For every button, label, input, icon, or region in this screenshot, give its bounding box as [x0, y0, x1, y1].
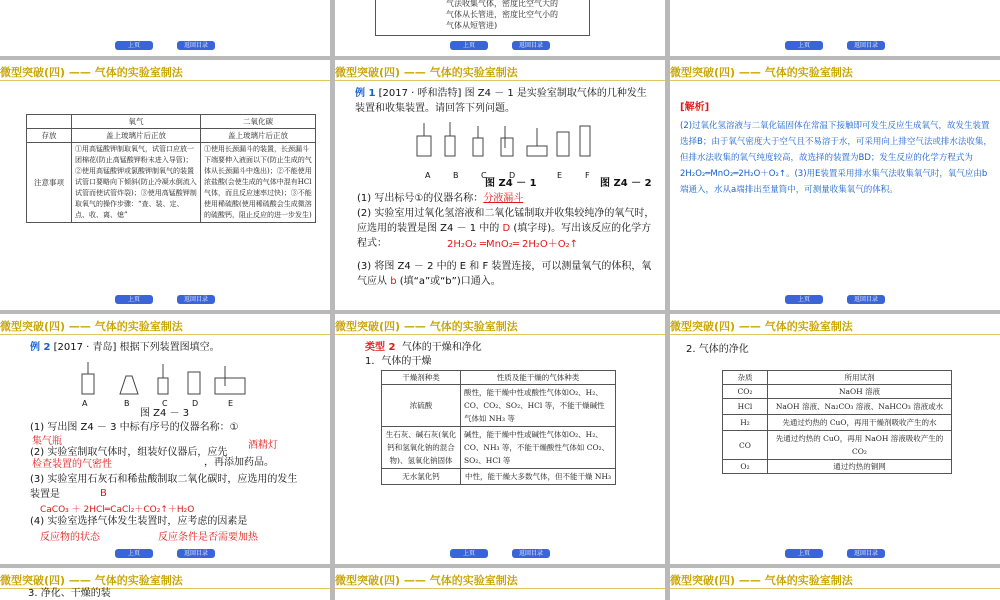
- answer-2: 检查装置的气密性: [32, 459, 112, 470]
- toc-button[interactable]: 返回目录: [512, 549, 550, 558]
- purification-table: [722, 370, 952, 474]
- slide-7[interactable]: [335, 314, 665, 564]
- drying-table: [381, 370, 616, 485]
- figure-caption: 图 Z4 － 3: [140, 408, 190, 419]
- table-cell: 先通过灼热的 CuO，再用 NaOH 溶液吸收产生的 CO₂: [768, 431, 952, 460]
- question-2b: ，再添加药品。: [204, 457, 274, 468]
- slide-6[interactable]: [0, 314, 330, 564]
- slide-header: 微型突破(四) —— 气体的实验室制法: [670, 320, 853, 333]
- text-line: 气体从短管进): [446, 21, 498, 30]
- text-line: 气法收集气体，密度比空气大的: [446, 0, 558, 8]
- figure-letter: C: [162, 399, 168, 408]
- toc-button[interactable]: 返回目录: [177, 41, 215, 50]
- table-cell: ①用高锰酸钾制取氧气，试管口应放一团棉花(防止高锰酸钾粉末进入导管)；②使用高锰酸钾或氯酸钾制氧气的装置试管口要略向下倾斜(防止冷凝水倒流入试管而使试管炸裂)；③使用高锰酸钾制取氧气的操作步骤：“查、装、定、点、收、离、熄”: [72, 143, 201, 223]
- figure-caption-2: 图 Z4 － 2: [600, 178, 652, 189]
- table-cell: NaOH 溶液、Na₂CO₃ 溶液、NaHCO₃ 溶液或水: [768, 399, 952, 415]
- example-source: [2017 · 青岛]: [53, 342, 117, 353]
- table-header: 性质及能干燥的气体种类: [461, 371, 616, 385]
- slide-4[interactable]: [335, 60, 665, 310]
- toc-button[interactable]: 返回目录: [512, 41, 550, 50]
- example-label: 例 2: [30, 342, 51, 353]
- prev-button[interactable]: 上页: [785, 549, 823, 558]
- slide-header: 微型突破(四) —— 气体的实验室制法: [335, 320, 518, 333]
- prev-button[interactable]: 上页: [115, 41, 153, 50]
- slide-header: 微型突破(四) —— 气体的实验室制法: [670, 574, 853, 587]
- slide-header: 微型突破(四) —— 气体的实验室制法: [0, 574, 183, 587]
- prev-button[interactable]: 上页: [450, 549, 488, 558]
- table-cell: 存放: [27, 129, 72, 143]
- toc-button[interactable]: 返回目录: [177, 295, 215, 304]
- table-cell: CO₂: [723, 385, 768, 399]
- apparatus-figure: [415, 118, 605, 168]
- figure-letter: D: [509, 171, 516, 180]
- table-cell: 无水氯化钙: [382, 469, 461, 485]
- table-cell: 浓硫酸: [382, 385, 461, 427]
- table-cell: O₂: [723, 460, 768, 474]
- section-subtitle: 1．气体的干燥: [365, 356, 432, 367]
- table-cell: 盖上玻璃片后正放: [72, 129, 201, 143]
- table-cell: HCl: [723, 399, 768, 415]
- toc-button[interactable]: 返回目录: [847, 41, 885, 50]
- question-3: (3) 实验室用石灰石和稀盐酸制取二氧化碳时，应选用的发生装置是: [30, 474, 298, 500]
- answer-1b: 集气瓶: [32, 436, 62, 447]
- equation-2: CaCO₃ ＋ 2HCl═CaCl₂＋CO₂↑＋H₂O: [40, 505, 195, 515]
- answer-3: b: [390, 276, 397, 287]
- prev-button[interactable]: 上页: [450, 41, 488, 50]
- question-2: (2) 实验室用过氧化氢溶液和二氧化锰制取并收集较纯净的氧气时，应选用的装置是图 Z4 － 1 中的: [357, 208, 655, 234]
- apparatus-figure: [80, 360, 250, 400]
- figure-letter: A: [425, 171, 431, 180]
- analysis-body: (2)过氧化氢溶液与二氧化锰固体在常温下接触即可发生反应生成氧气，故发生装置选择B；由于氧气密度大于空气且不易溶于水，可采用向上排空气法或排水法收集，但排水法收集的氧气纯度较高，故选择的装置为BD；发生反应的化学方程式为2H₂O₂═MnO₂═2H₂O＋O₂↑。(3)用E装置采用排水集气法收集氧气时，氧气应由b端通入，水从a端排出至量筒中，可测量收集氧气的体积。: [680, 121, 992, 195]
- figure-letter: B: [124, 399, 130, 408]
- example-source: [2017 · 呼和浩特]: [378, 88, 462, 99]
- question-4: (4) 实验室选择气体发生装置时，应考虑的因素是: [30, 516, 248, 527]
- example-stem: 图 Z4 － 1 是实验室制取气体的几种发生装置和收集装置。请回答下列问题。: [355, 88, 647, 114]
- slide-header: 微型突破(四) —— 气体的实验室制法: [0, 66, 183, 79]
- slide-header: 微型突破(四) —— 气体的实验室制法: [335, 66, 518, 79]
- figure-letter: B: [453, 171, 459, 180]
- slide-8[interactable]: [670, 314, 1000, 564]
- prev-button[interactable]: 上页: [785, 295, 823, 304]
- slide-header: 微型突破(四) —— 气体的实验室制法: [335, 574, 518, 587]
- table-header: 干燥剂种类: [382, 371, 461, 385]
- analysis-title: [解析]: [680, 102, 710, 113]
- table-cell: H₂: [723, 415, 768, 431]
- example-label: 例 1: [355, 88, 376, 99]
- question-1: (1) 写出标号①的仪器名称：: [357, 193, 484, 204]
- answer-1: 分液漏斗: [483, 193, 524, 204]
- question-1: (1) 写出图 Z4 － 3 中标有序号的仪器名称：①: [30, 422, 239, 433]
- slide-2[interactable]: [670, 0, 1000, 56]
- slide-11[interactable]: [670, 568, 1000, 600]
- table-header: [27, 115, 72, 129]
- prev-button[interactable]: 上页: [115, 549, 153, 558]
- slide-9[interactable]: [0, 568, 330, 600]
- slide-header: 微型突破(四) —— 气体的实验室制法: [0, 320, 183, 333]
- slide-10[interactable]: [335, 568, 665, 600]
- table-cell: CO: [723, 431, 768, 460]
- table-header: 二氧化碳: [201, 115, 316, 129]
- table-cell: 先通过灼热的 CuO，再用干燥剂吸收产生的水: [768, 415, 952, 431]
- section-subtitle: 3. 净化、干燥的装: [28, 588, 111, 599]
- example-stem: 根据下列装置图填空。: [119, 342, 220, 353]
- figure-letter: C: [481, 171, 487, 180]
- figure-letter: D: [192, 399, 199, 408]
- slide-5[interactable]: [670, 60, 1000, 310]
- question-2: (2) 实验室制取气体时，组装好仪器后，应先: [30, 447, 228, 458]
- toc-button[interactable]: 返回目录: [847, 549, 885, 558]
- text-line: 气体从长管进，密度比空气小的: [446, 10, 558, 19]
- figure-letter: E: [557, 171, 563, 180]
- answer-2: D: [502, 223, 511, 234]
- table-cell: 盖上玻璃片后正放: [201, 129, 316, 143]
- table-header: 所用试剂: [768, 371, 952, 385]
- table-header: 杂质: [723, 371, 768, 385]
- type-label: 类型 2: [365, 342, 396, 353]
- toc-button[interactable]: 返回目录: [847, 295, 885, 304]
- figure-letter: E: [228, 399, 234, 408]
- toc-button[interactable]: 返回目录: [177, 549, 215, 558]
- answer-1a: 酒精灯: [248, 440, 278, 451]
- storage-table: [26, 114, 316, 223]
- table-header: 氧气: [72, 115, 201, 129]
- figure-caption-1: 图 Z4 － 1: [485, 178, 537, 189]
- figure-letter: A: [82, 399, 88, 408]
- answer-4b: 反应条件是否需要加热: [158, 532, 258, 543]
- slide-1[interactable]: [335, 0, 665, 56]
- answer-3: B: [100, 488, 107, 499]
- prev-button[interactable]: 上页: [115, 295, 153, 304]
- table-cell: 通过灼热的铜网: [768, 460, 952, 474]
- equation-1: 2H₂O₂ ═MnO₂═ 2H₂O＋O₂↑: [447, 239, 579, 250]
- slide-header: 微型突破(四) —— 气体的实验室制法: [670, 66, 853, 79]
- figure-letter: F: [585, 171, 590, 180]
- type-title: 气体的干燥和净化: [401, 342, 482, 353]
- table-cell: 碱性，能干燥中性或碱性气体如O₂、H₂、CO、NH₃ 等，不能干燥酸性气体如 CO₂、SO₂、HCl 等: [461, 427, 616, 469]
- question-2b: (填字母)。写出该反应的化学方程式：: [357, 223, 652, 249]
- question-3: (3) 将图 Z4 － 2 中的 E 和 F 装置连接，可以测量氧气的体积，氧气应从: [357, 261, 652, 287]
- table-cell: NaOH 溶液: [768, 385, 952, 399]
- table-cell: 酸性，能干燥中性或酸性气体如O₂、H₂、CO、CO₂、SO₂、HCl 等，不能干燥碱性气体如 NH₃ 等: [461, 385, 616, 427]
- table-cell: ①使用长颈漏斗的装置，长颈漏斗下端要伸入液面以下(防止生成的气体从长颈漏斗中逸出)；②不能使用浓盐酸(会使生成的气体中混有HCl气体，而且反应速率过快)；③不能使用稀硫酸(使用稀硫酸会生成微溶的硫酸钙，阻止反应的进一步发生): [201, 143, 316, 223]
- slide-0[interactable]: [0, 0, 330, 56]
- prev-button[interactable]: 上页: [785, 41, 823, 50]
- table-cell: 生石灰、碱石灰(氧化钙和氢氧化钠的混合物)、氢氧化钠固体: [382, 427, 461, 469]
- section-subtitle: 2. 气体的净化: [686, 344, 749, 355]
- answer-4a: 反应物的状态: [40, 532, 100, 543]
- slide-3[interactable]: [0, 60, 330, 310]
- table-cell: 注意事项: [27, 143, 72, 223]
- table-cell: 中性，能干燥大多数气体，但不能干燥 NH₃: [461, 469, 616, 485]
- question-3b: (填“a”或“b”)口通入。: [399, 276, 501, 287]
